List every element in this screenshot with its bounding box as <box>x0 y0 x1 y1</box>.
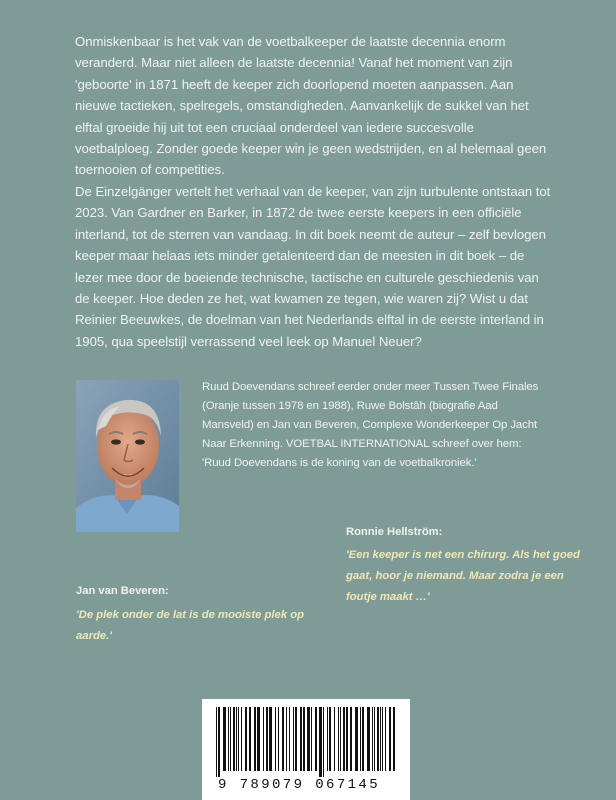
quote-author-hellstrom: Ronnie Hellström: <box>346 526 443 538</box>
quote-author-van-beveren: Jan van Beveren: <box>76 585 169 597</box>
isbn-number: 9 789079 067145 <box>218 777 381 793</box>
barcode-bars <box>202 699 410 779</box>
author-photo <box>76 380 179 532</box>
isbn-barcode <box>202 699 410 800</box>
quote-text-van-beveren: 'De plek onder de lat is de mooiste plek op aarde.' <box>76 609 305 642</box>
intro-paragraph-1: Onmiskenbaar is het vak van de voetbalkeeper de laatste decennia enorm veranderd. Maar niet alleen de laatste decennia! Vanaf het moment van zijn 'geboorte' in 1871 heeft de keeper zich doorlopend moeten aanpassen. Aan nieuwe tactieken, spelregels, omstandigheden. Aanvankelijk de sukkel van het elftal groeide hij uit tot een cruciaal onderdeel van iedere succesvolle voetbalploeg. Zonder goede keeper win je geen wedstrijden, en al helemaal geen toernooien of competities. <box>75 34 547 178</box>
author-bio: Ruud Doevendans schreef eerder onder meer Tussen Twee Finales (Oranje tussen 1978 en 1988), Ruwe Bolstâh (biografie Aad Mansveld) en Jan van Beveren, Complexe Wonderkeeper Op Jacht Naar Erkenning. VOETBAL INTERNATIONAL schreef over hem: 'Ruud Doevendans is de koning van de voetbalkroniek.' <box>202 381 539 469</box>
intro-paragraph-2: De Einzelgänger vertelt het verhaal van de keeper, van zijn turbulente ontstaan tot 2023. Van Gardner en Barker, in 1872 de twee eerste keepers in een officiële interland, tot de sterren van vandaag. In dit boek neemt de auteur – zelf bevlogen keeper maar helaas iets minder getalenteerd dan de meesten in dit boek – de lezer mee door de boeiende technische, tactische en culturele geschiedenis van de keeper. Hoe deden ze het, wat kwamen ze tegen, wie waren zij? Wist u dat Reinier Beeuwkes, de doelman van het Nederlands elftal in de eerste interland in 1905, qua speelstijl verrassend veel leek op Manuel Neuer? <box>75 184 551 349</box>
quote-text-hellstrom: 'Een keeper is net een chirurg. Als het goed gaat, hoor je niemand. Maar zodra je een foutje maakt …' <box>346 549 580 603</box>
